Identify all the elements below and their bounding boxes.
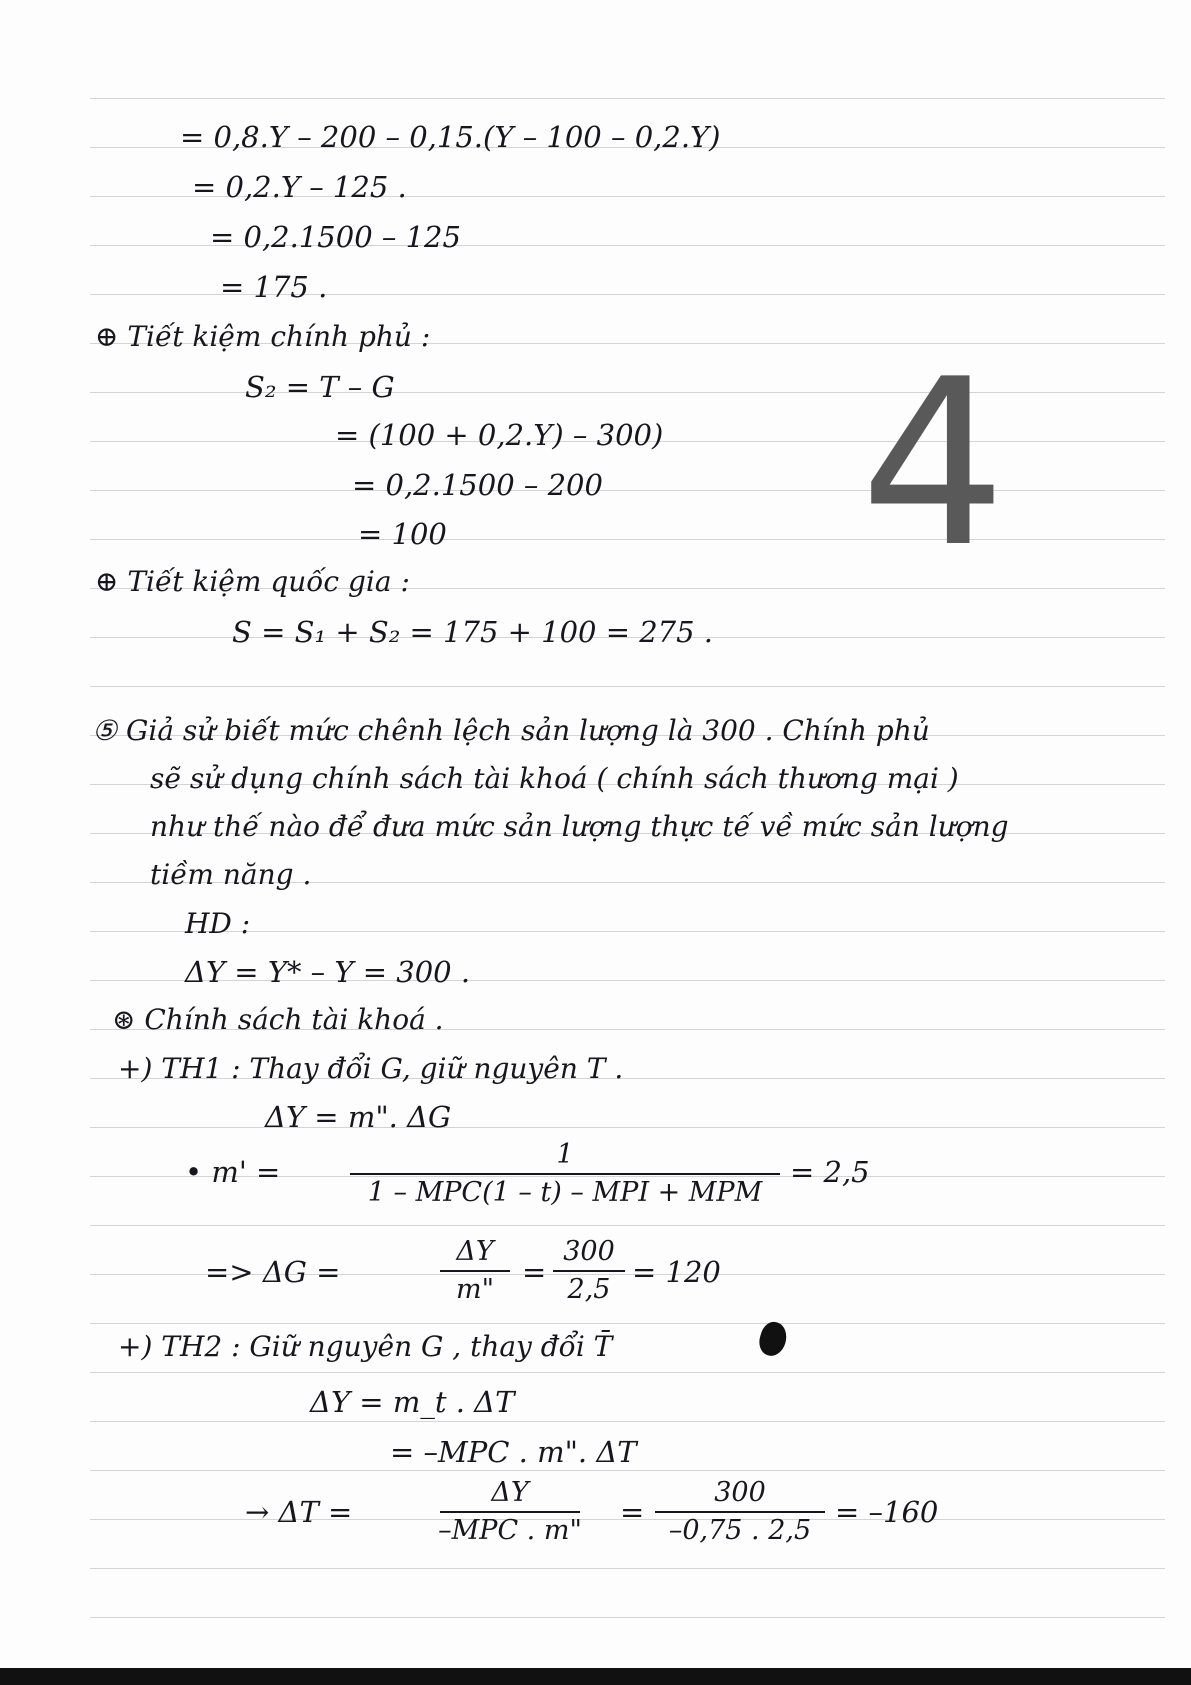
delta-t-fraction-2-numerator: 300 [714,1477,766,1508]
government-saving-heading: ⊕ Tiết kiệm chính phủ : [95,320,431,353]
delta-t-fraction-1-numerator: ΔY [491,1477,529,1508]
question5-line-4: tiềm năng . [150,858,312,891]
delta-g-label: => ΔG = [205,1255,341,1289]
th2-eq2: = –MPC . m". ΔT [390,1435,637,1469]
delta-t-fraction-2 [655,1478,825,1546]
top-calc-line-2: = 0,2.Y – 125 . [192,170,407,204]
question5-line-3: như thế nào để đưa mức sản lượng thực tế về mức sản lượng [150,810,1009,843]
delta-g-fraction-2-numerator: 300 [563,1236,615,1267]
fiscal-policy-heading: ⊛ Chính sách tài khoá . [112,1003,444,1036]
national-saving-heading: ⊕ Tiết kiệm quốc gia : [95,565,410,598]
government-saving-line-3: = 0,2.1500 – 200 [352,468,603,502]
th2-eq1: ΔY = m_t . ΔT [310,1385,515,1419]
delta-g-fraction-2-denominator: 2,5 [567,1274,611,1305]
ruled-line [90,1470,1165,1471]
ruled-line [90,1372,1165,1373]
government-saving-line-1: S₂ = T – G [245,370,395,404]
th2-heading: +) TH2 : Giữ nguyên G , thay đổi T̄ [118,1330,613,1363]
top-calc-line-1: = 0,8.Y – 200 – 0,15.(Y – 100 – 0,2.Y) [180,120,721,154]
delta-g-fraction-1-denominator: m" [455,1274,495,1305]
ruled-line [90,1421,1165,1422]
delta-t-fraction-2-denominator: –0,75 . 2,5 [668,1515,812,1546]
question5-line-2: sẽ sử dụng chính sách tài khoá ( chính sách thương mại ) [150,762,959,795]
ruled-line [90,686,1165,687]
ruled-line [90,1323,1165,1324]
multiplier-denominator: 1 – MPC(1 – t) – MPI + MPM [367,1177,763,1208]
hd-label: HD : [185,907,251,940]
top-calc-line-3: = 0,2.1500 – 125 [210,220,461,254]
delta-g-fraction-1-numerator: ΔY [456,1236,494,1267]
delta-t-label: → ΔT = [245,1495,353,1529]
delta-y-line: ΔY = Y* – Y = 300 . [185,955,471,989]
multiplier-result: = 2,5 [790,1155,870,1189]
delta-g-fraction-2 [553,1237,625,1305]
delta-g-fraction-1 [440,1237,510,1305]
m-prime-label: • m' = [185,1155,281,1189]
delta-t-fraction-1-denominator: –MPC . m" [438,1515,582,1546]
th1-heading: +) TH1 : Thay đổi G, giữ nguyên T . [118,1052,624,1085]
delta-g-result: = 120 [632,1255,721,1289]
delta-t-fraction-1 [440,1478,580,1546]
page-number: 4 [860,331,1007,598]
national-saving-line: S = S₁ + S₂ = 175 + 100 = 275 . [232,615,714,649]
multiplier-numerator: 1 [556,1139,574,1170]
ruled-line [90,1225,1165,1226]
multiplier-fraction [350,1140,780,1208]
top-calc-line-4: = 175 . [220,270,328,304]
bottom-dark-strip [0,1668,1191,1685]
ruled-line [90,1568,1165,1569]
government-saving-line-2: = (100 + 0,2.Y) – 300) [335,418,664,452]
delta-t-equals: = [620,1495,645,1529]
th1-eq1: ΔY = m". ΔG [265,1100,452,1134]
ruled-line [90,1127,1165,1128]
ruled-line [90,98,1165,99]
government-saving-line-4: = 100 [358,517,447,551]
question5-line-1: ⑤ Giả sử biết mức chênh lệch sản lượng là 300 . Chính phủ [92,714,930,747]
ruled-line [90,1617,1165,1618]
delta-t-result: = –160 [835,1495,939,1529]
ink-blot [755,1319,790,1359]
ruled-line [90,931,1165,932]
delta-g-equals: = [522,1255,547,1289]
